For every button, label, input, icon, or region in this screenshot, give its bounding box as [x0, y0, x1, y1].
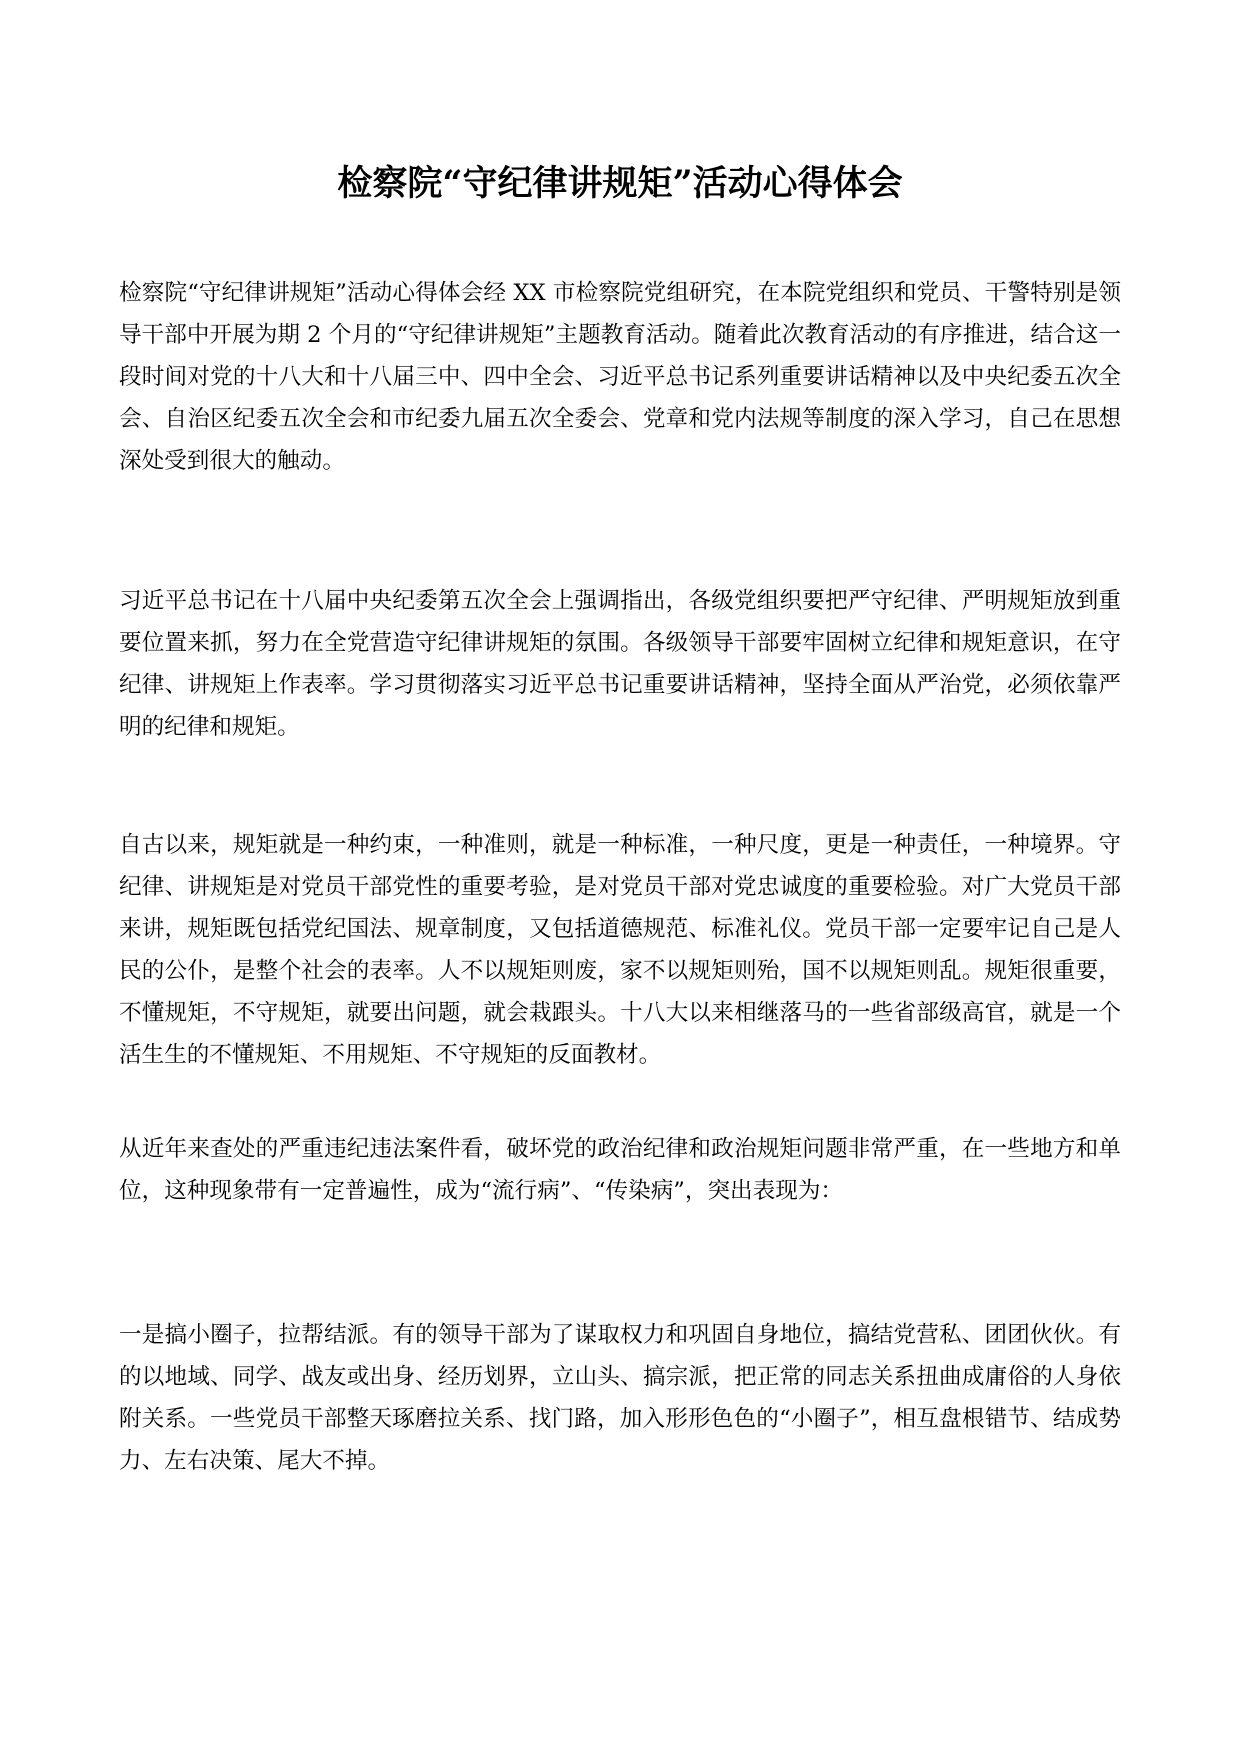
paragraph-5: 一是搞小圈子，拉帮结派。有的领导干部为了谋取权力和巩固自身地位，搞结党营私、团团伙伙。有的以地域、同学、战友或出身、经历划界，立山头、搞宗派，把正常的同志关系扭曲成庸俗的人身依附关系。一些党员干部整天琢磨拉关系、找门路，加入形形色色的“小圈子”，相互盘根错节、结成势力、左右决策、尾大不掉。: [119, 1322, 1121, 1474]
paragraph-4: 从近年来查处的严重违纪违法案件看，破坏党的政治纪律和政治规矩问题非常严重，在一些地方和单位，这种现象带有一定普遍性，成为“流行病”、“传染病”，突出表现为：: [119, 1136, 1121, 1204]
document-title: 检察院“守纪律讲规矩”活动心得体会: [337, 163, 903, 204]
paragraph-1: 检察院“守纪律讲规矩”活动心得体会经 XX 市检察院党组研究，在本院党组织和党员、干警特别是领导干部中开展为期 2 个月的“守纪律讲规矩”主题教育活动。随着此次教育活动的有序推进，结合这一段时间对党的十八大和十八届三中、四中全会、习近平总书记系列重要讲话精神以及中央纪委五次全会、自治区纪委五次全会和市纪委九届五次全委会、党章和党内法规等制度的深入学习，自己在思想深处受到很大的触动。: [119, 280, 1121, 474]
paragraph-3: 自古以来，规矩就是一种约束，一种准则，就是一种标准，一种尺度，更是一种责任，一种境界。守纪律、讲规矩是对党员干部党性的重要考验，是对党员干部对党忠诚度的重要检验。对广大党员干部来讲，规矩既包括党纪国法、规章制度，又包括道德规范、标准礼仪。党员干部一定要牢记自己是人民的公仆，是整个社会的表率。人不以规矩则废，家不以规矩则殆，国不以规矩则乱。规矩很重要，不懂规矩，不守规矩，就要出问题，就会栽跟头。十八大以来相继落马的一些省部级高官，就是一个活生生的不懂规矩、不用规矩、不守规矩的反面教材。: [119, 832, 1121, 1068]
paragraph-2: 习近平总书记在十八届中央纪委第五次全会上强调指出，各级党组织要把严守纪律、严明规矩放到重要位置来抓，努力在全党营造守纪律讲规矩的氛围。各级领导干部要牢固树立纪律和规矩意识，在守纪律、讲规矩上作表率。学习贯彻落实习近平总书记重要讲话精神，坚持全面从严治党，必须依靠严明的纪律和规矩。: [119, 588, 1121, 740]
